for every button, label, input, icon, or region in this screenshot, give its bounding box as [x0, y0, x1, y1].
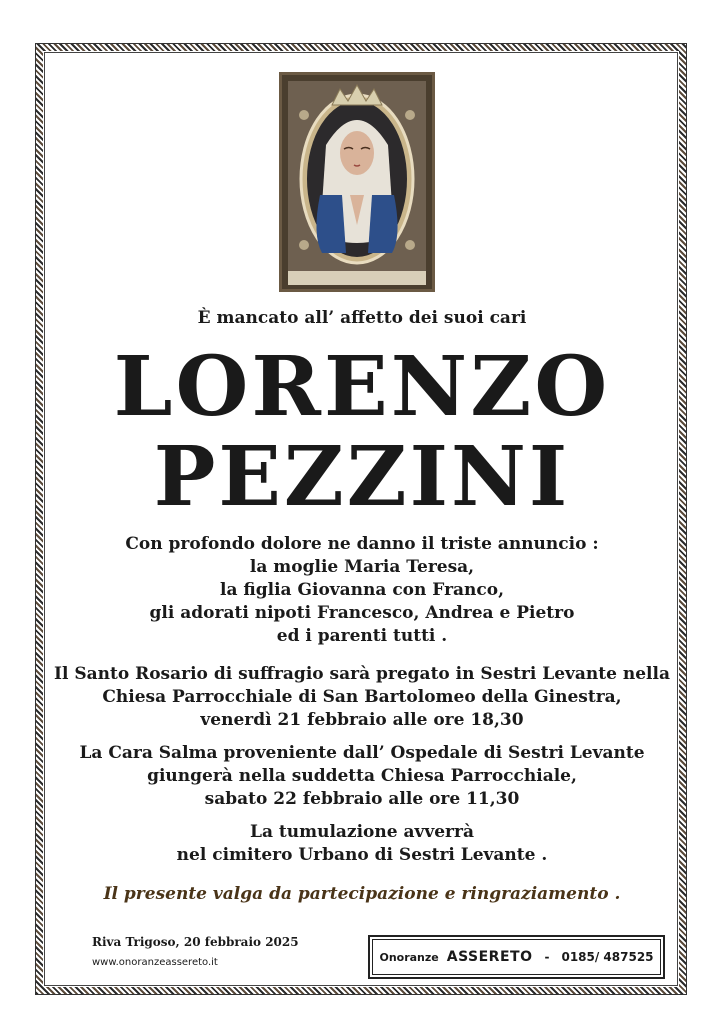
madonna-icon	[279, 72, 435, 292]
announcement-line: gli adorati nipoti Francesco, Andrea e Pietro	[149, 603, 575, 623]
rosary-line: Il Santo Rosario di suffragio sarà pregato in Sestri Levante nella	[54, 664, 670, 684]
rosary-line: venerdì 21 febbraio alle ore 18,30	[200, 710, 524, 730]
arrival-line: sabato 22 febbraio alle ore 11,30	[204, 789, 520, 809]
announcement-line: la figlia Giovanna con Franco,	[219, 580, 505, 600]
agency-phone: 0185/ 487525	[561, 950, 654, 964]
agency-separator: -	[544, 950, 550, 964]
announcement-line: Con profondo dolore ne danno il triste annuncio :	[125, 534, 599, 554]
deceased-last-name: PEZZINI	[153, 429, 571, 525]
announcement-line: la moglie Maria Teresa,	[249, 557, 475, 577]
website-link[interactable]: www.onoranzeassereto.it	[92, 957, 218, 968]
announcement-line: ed i parenti tutti .	[276, 626, 448, 646]
thanks-motto: Il presente valga da partecipazione e ringraziamento .	[103, 884, 621, 904]
rosary-line: Chiesa Parrocchiale di San Bartolomeo della Ginestra,	[102, 687, 622, 707]
agency-name: ASSERETO	[446, 949, 533, 965]
place-date: Riva Trigoso, 20 febbraio 2025	[92, 935, 299, 949]
burial-line: nel cimitero Urbano di Sestri Levante .	[176, 845, 548, 865]
agency-box-inner	[372, 939, 661, 975]
deceased-first-name: LORENZO	[113, 339, 611, 435]
arrival-line: La Cara Salma proveniente dall’ Ospedale di Sestri Levante	[79, 743, 645, 763]
agency-label: Onoranze	[379, 950, 439, 964]
burial-line: La tumulazione avverrà	[250, 822, 474, 842]
agency-box	[368, 935, 665, 979]
arrival-line: giungerà nella suddetta Chiesa Parrocchiale,	[147, 766, 577, 786]
intro-text: È mancato all’ affetto dei suoi cari	[197, 308, 527, 328]
